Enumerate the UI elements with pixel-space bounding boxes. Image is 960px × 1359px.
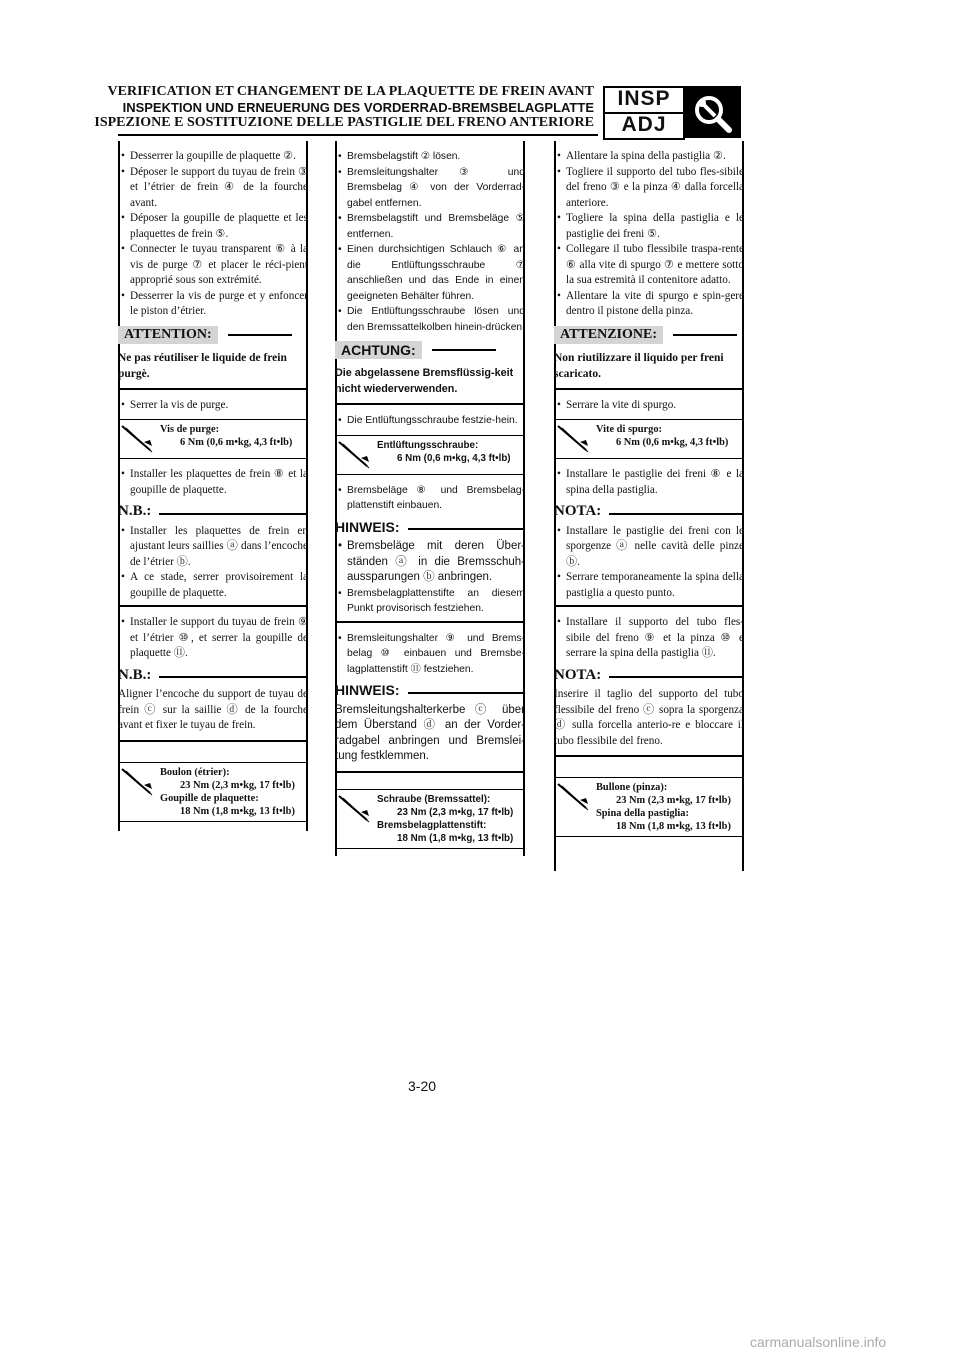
steps-block-1 bbox=[118, 141, 308, 419]
header-title-fr: VERIFICATION ET CHANGEMENT DE LA PLAQUETTE DE FREIN AVANT bbox=[107, 84, 594, 99]
list-item: • Installare le pastiglie dei freni con le sporgenze ⓐ nelle cavità delle pinze ⓑ. bbox=[554, 524, 744, 571]
list-item: • Installare il supporto del tubo fles-sibile del freno ⑨ et la pinza ⑩ e serrare la spina della pastiglia ⑪. bbox=[554, 615, 744, 662]
torque-spec-text: Bullone (pinza): 23 Nm (2,3 m•kg, 17 ft•lb) Spina della pastiglia: 18 Nm (1,8 m•kg, 13 ft•lb) bbox=[596, 782, 731, 832]
column-french bbox=[118, 141, 308, 822]
list-item: • Déposer le support du tuyau de frein ③ et l’étrier de frein ④ de la fourche avant. bbox=[118, 165, 308, 212]
list-item: • A ce stade, serrer provisoirement la goupille de plaquette. bbox=[118, 570, 308, 601]
badge-insp: INSP bbox=[603, 86, 685, 114]
list-item: • Serrer la vis de purge. bbox=[118, 398, 308, 414]
note-heading: NOTA: bbox=[554, 504, 744, 520]
torque-spec-box bbox=[118, 762, 308, 822]
page-number: 3-20 bbox=[408, 1078, 437, 1094]
torque-spec-box bbox=[554, 777, 744, 837]
torque-wrench-icon bbox=[335, 436, 373, 474]
list-item: • Einen durchsichtigen Schlauch ⑥ an die Entlüftungsschraube ⑦ anschließen und das Ende in einen geeigneten Behälter führen. bbox=[335, 242, 525, 304]
list-item: • Bremsleitungshalter ③ und Bremsbelag ④ von der Vorderrad-gabel entfernen. bbox=[335, 165, 525, 212]
torque-wrench-icon bbox=[335, 790, 373, 848]
list-item: • Bremsbelagplattenstifte an diesem Punkt provisorisch festziehen. bbox=[335, 586, 525, 617]
magnifier-wrench-icon bbox=[685, 86, 741, 138]
list-item: • Installer le support du tuyau de frein ⑨ et l’étrier ⑩, et serrer la goupille de plaquette ⑪. bbox=[118, 615, 308, 662]
steps-block-1 bbox=[554, 141, 744, 419]
note-text: Bremsleitungshalterkerbe ⓒ über dem Überstand ⓓ an der Vorder-radgabel anbringen und Bremslei-tung festklemmen. bbox=[335, 703, 525, 762]
list-item: • Connecter le tuyau transparent ⑥ à la vis de purge ⑦ et placer le réci-pient approprié sous son extrémité. bbox=[118, 242, 308, 289]
list-item: • Bremsbelagstift ② lösen. bbox=[335, 149, 525, 165]
column-german bbox=[335, 141, 525, 849]
list-item: • Die Entlüftungsschraube festzie-hein. bbox=[335, 413, 525, 429]
note-heading: HINWEIS: bbox=[335, 683, 525, 699]
torque-spec-box bbox=[118, 419, 308, 459]
torque-spec-text: Vite di spurgo: 6 Nm (0,6 m•kg, 4,3 ft•lb) bbox=[596, 424, 729, 448]
warning-text: Die abgelassene Bremsflüssig-keit nicht wiederverwenden. bbox=[335, 367, 514, 395]
list-item: • Serrare la vite di spurgo. bbox=[554, 398, 744, 414]
steps-block-2 bbox=[335, 475, 525, 789]
list-item: • Togliere la spina della pastiglia e le pastiglie dei freni ⑤. bbox=[554, 211, 744, 242]
torque-spec-box bbox=[335, 789, 525, 849]
torque-wrench-icon bbox=[118, 420, 156, 458]
list-item: • Installare le pastiglie dei freni ⑧ e la spina della pastiglia. bbox=[554, 467, 744, 498]
list-item: • Die Entlüftungsschraube lösen und den Bremssattelkolben hinein-drücken. bbox=[335, 304, 525, 335]
column-italian bbox=[554, 141, 744, 837]
note-text: Inserire il taglio del supporto del tubo flessibile del freno ⓒ sopra la sporgenza ⓓ sulla forcella anterio-re e bloccare il tubo flessibile del freno. bbox=[554, 688, 744, 747]
steps-block-1 bbox=[335, 141, 525, 435]
torque-spec-text: Vis de purge: 6 Nm (0,6 m•kg, 4,3 ft•lb) bbox=[160, 424, 293, 448]
warning-heading: ATTENZIONE: bbox=[554, 326, 744, 344]
list-item: • Allentare la vite di spurgo e spin-gere dentro il pistone della pinza. bbox=[554, 289, 744, 320]
list-item: • Déposer la goupille de plaquette et les plaquettes de frein ⑤. bbox=[118, 211, 308, 242]
list-item: • Installer les plaquettes de frein en ajustant leurs saillies ⓐ dans l’encoche de l’étrier ⓑ. bbox=[118, 524, 308, 571]
list-item: • Bremsbeläge ⑧ und Bremsbelag-plattenstift einbauen. bbox=[335, 483, 525, 514]
list-item: • Bremsbelagstift und Bremsbeläge ⑤ entfernen. bbox=[335, 211, 525, 242]
note-heading: NOTA: bbox=[554, 668, 744, 684]
note-text: Aligner l’encoche du support de tuyau de frein ⓒ sur la saillie ⓓ de la fourche avant et fixer le tuyau de frein. bbox=[118, 688, 308, 731]
torque-spec-text: Entlüftungsschraube: 6 Nm (0,6 m•kg, 4,3 ft•lb) bbox=[377, 439, 511, 464]
torque-spec-box bbox=[335, 435, 525, 475]
torque-wrench-icon bbox=[118, 763, 156, 821]
watermark[interactable]: carmanualsonline.info bbox=[750, 1334, 887, 1350]
list-item: • Collegare il tubo flessibile traspa-rente ⑥ alla vite di spurgo ⑦ e mettere sotto la sua estremità il contenitore adatto. bbox=[554, 242, 744, 289]
warning-heading: ATTENTION: bbox=[118, 326, 308, 344]
torque-spec-text: Schraube (Bremssattel): 23 Nm (2,3 m•kg, 17 ft•lb) Bremsbelagplattenstift: 18 Nm (1,8 m•kg, 13 ft•lb) bbox=[377, 793, 514, 844]
badge-adj: ADJ bbox=[603, 112, 685, 140]
header-rule bbox=[118, 134, 598, 136]
steps-block-2 bbox=[554, 459, 744, 777]
warning-text: Non riutilizzare il liquido per freni scaricato. bbox=[554, 351, 724, 380]
list-item: • Installer les plaquettes de frein ⑧ et la goupille de plaquette. bbox=[118, 467, 308, 498]
list-item: • Bremsbeläge mit deren Über-ständen ⓐ in die Bremsschuh-aussparungen ⓑ anbringen. bbox=[335, 539, 525, 586]
list-item: • Togliere il supporto del tubo fles-sibile del freno ③ e la pinza ④ dalla forcella anteriore. bbox=[554, 165, 744, 212]
list-item: • Serrare temporaneamente la spina della pastiglia a questo punto. bbox=[554, 570, 744, 601]
warning-text: Ne pas réutiliser le liquide de frein purgè. bbox=[118, 351, 287, 380]
torque-spec-text: Boulon (étrier): 23 Nm (2,3 m•kg, 17 ft•lb) Goupille de plaquette: 18 Nm (1,8 m•kg, 13 ft•lb) bbox=[160, 766, 295, 817]
torque-wrench-icon bbox=[554, 420, 592, 458]
note-heading: N.B.: bbox=[118, 668, 308, 684]
steps-block-2 bbox=[118, 459, 308, 762]
list-item: • Desserrer la vis de purge et y enfoncer le piston d’étrier. bbox=[118, 289, 308, 320]
note-heading: HINWEIS: bbox=[335, 520, 525, 536]
torque-spec-box bbox=[554, 419, 744, 459]
torque-wrench-icon bbox=[554, 778, 592, 836]
list-item: • Allentare la spina della pastiglia ②. bbox=[554, 149, 744, 165]
header-title-de: INSPEKTION UND ERNEUERUNG DES VORDERRAD-BREMSBELAGPLATTE bbox=[122, 100, 594, 115]
warning-heading: ACHTUNG: bbox=[335, 341, 525, 359]
section-badge bbox=[603, 86, 741, 136]
note-heading: N.B.: bbox=[118, 504, 308, 520]
header-title-it: ISPEZIONE E SOSTITUZIONE DELLE PASTIGLIE DEL FRENO ANTERIORE bbox=[94, 115, 594, 130]
list-item: • Desserrer la goupille de plaquette ②. bbox=[118, 149, 308, 165]
list-item: • Bremsleitungshalter ⑨ und Brems-belag ⑩ einbauen und Bremsbe-lagplattenstift ⑪ festziehen. bbox=[335, 631, 525, 678]
